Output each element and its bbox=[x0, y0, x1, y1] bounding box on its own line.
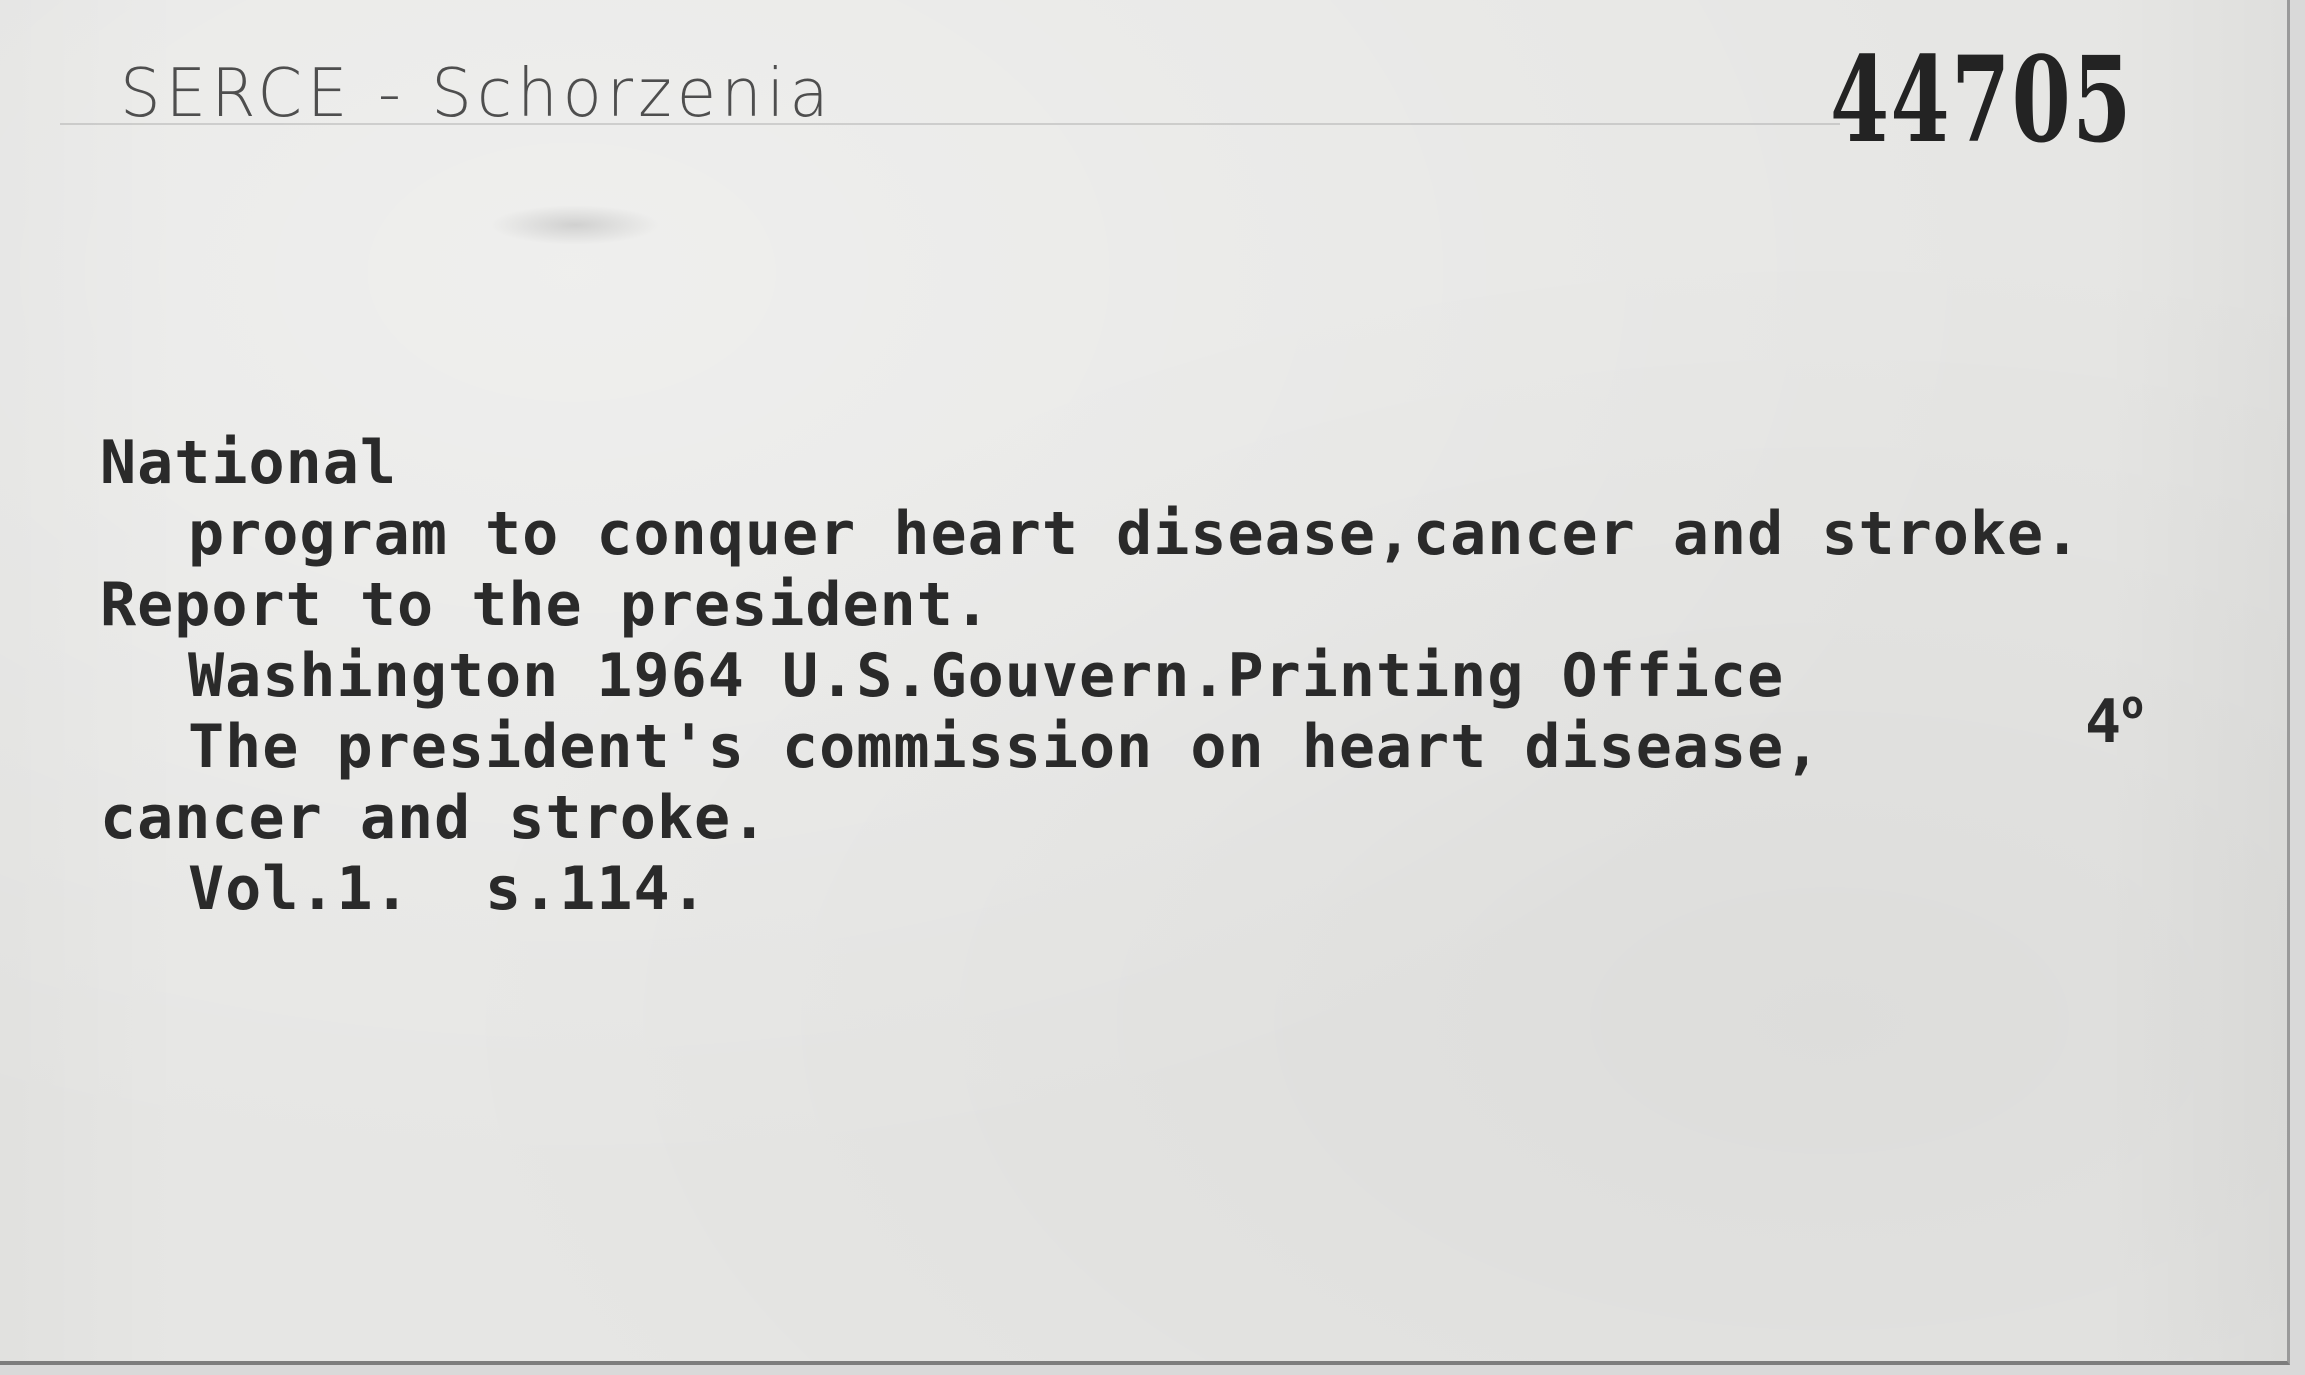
entry-line-title-cont: program to conquer heart disease,cancer and stroke. bbox=[188, 499, 2082, 569]
entry-line-author-cont: cancer and stroke. bbox=[100, 783, 769, 853]
paper-smudge bbox=[490, 205, 660, 245]
entry-line-title: National bbox=[100, 428, 397, 498]
entry-line-author: The president's commission on heart disease, bbox=[188, 712, 1822, 782]
call-number: 44705 bbox=[1830, 30, 2133, 169]
bibliographic-entry bbox=[100, 428, 2081, 925]
book-format bbox=[2085, 683, 2144, 757]
subject-heading: SERCE - Schorzenia bbox=[120, 55, 834, 133]
entry-line-imprint: Washington 1964 U.S.Gouvern.Printing Office bbox=[188, 641, 1785, 711]
entry-line-subtitle: Report to the president. bbox=[100, 570, 991, 640]
entry-line-volume: Vol.1. s.114. bbox=[188, 854, 708, 924]
format-number: 4 bbox=[2085, 687, 2122, 757]
format-degree: o bbox=[2121, 683, 2145, 727]
